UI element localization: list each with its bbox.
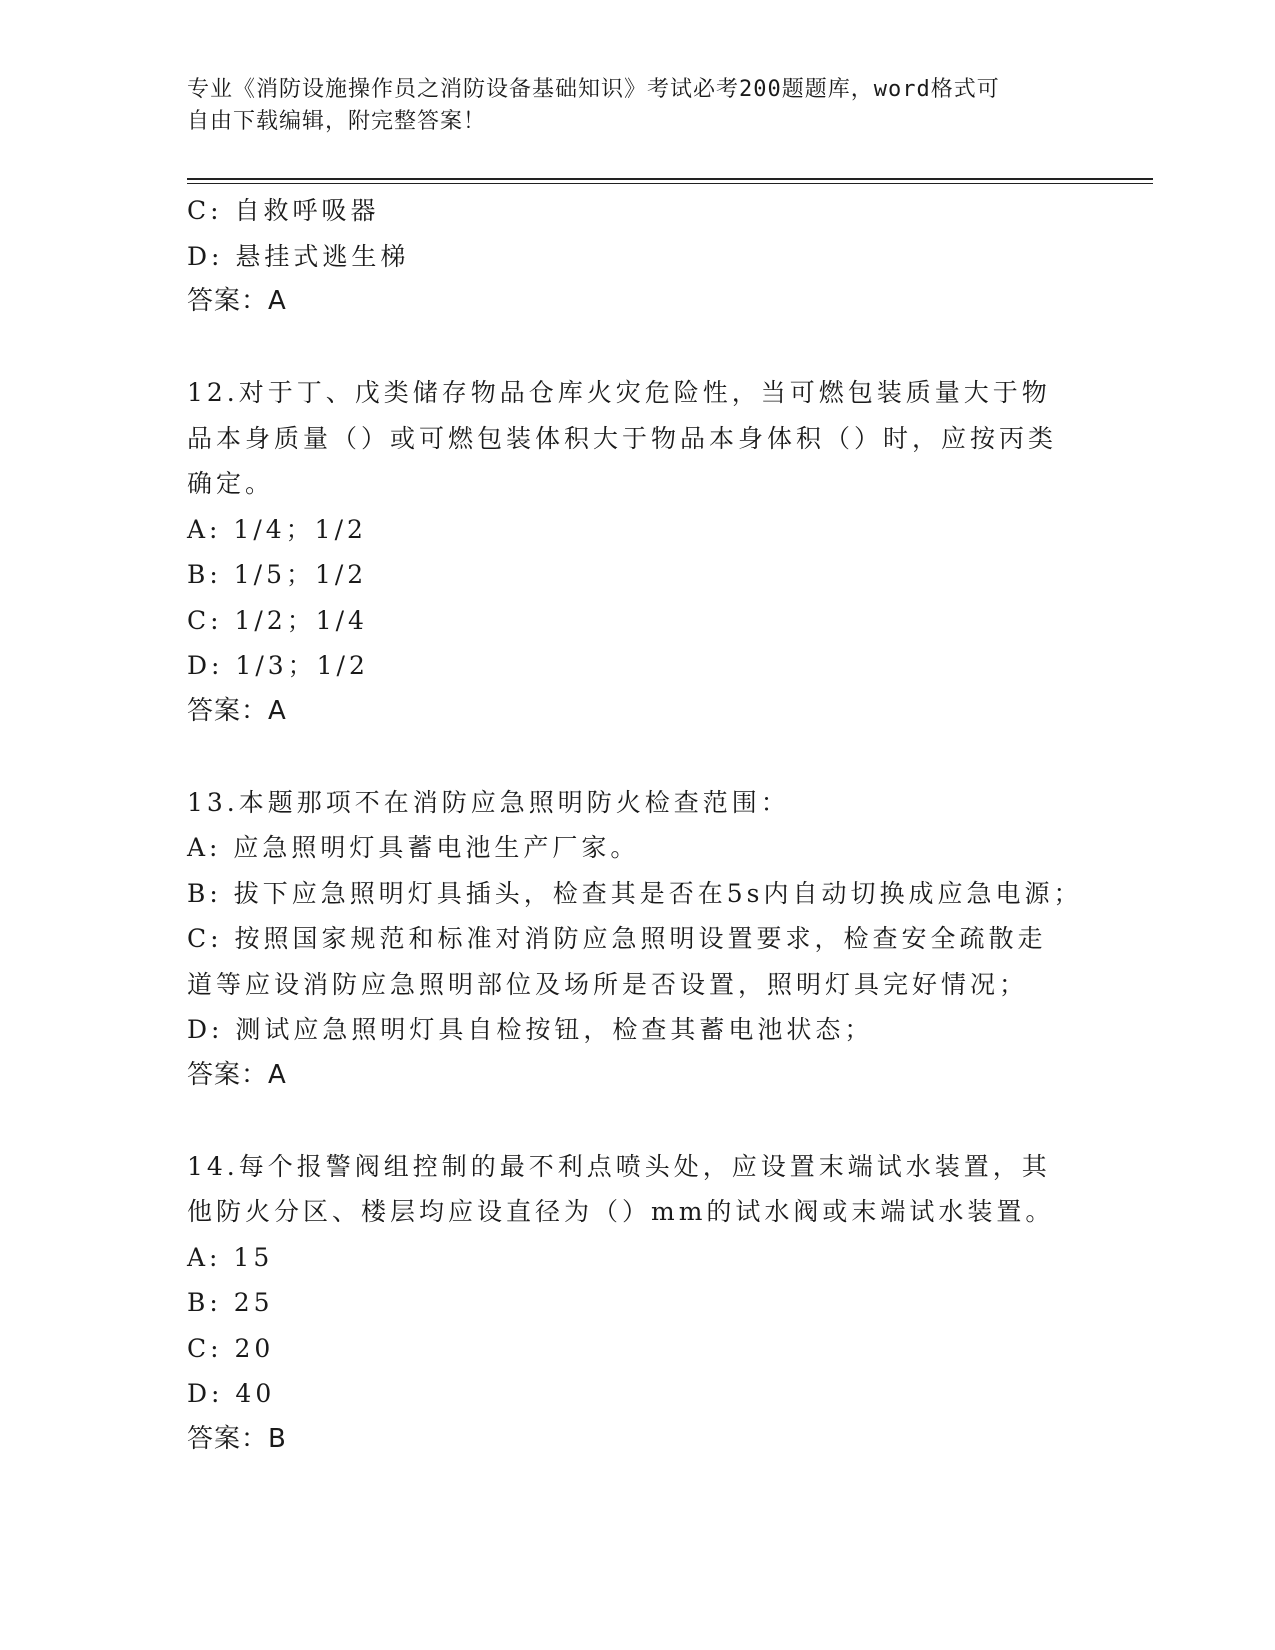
option-a: A: 应急照明灯具蓄电池生产厂家。 [187, 833, 640, 862]
option-c: C: 按照国家规范和标准对消防应急照明设置要求，检查安全疏散走道等应设消防应急照明部位及场所是否设置，照明灯具完好情况； [187, 924, 1047, 999]
header-line-1: 专业《消防设施操作员之消防设备基础知识》考试必考200题题库，word格式可 [187, 77, 1000, 102]
question-text: 14.每个报警阀组控制的最不利点喷头处，应设置末端试水装置，其他防火分区、楼层均应设直径为（）mm的试水阀或末端试水装置。 [187, 1151, 1055, 1226]
option-a: A: 15 [187, 1242, 274, 1272]
answer-line: 答案：A [187, 1059, 287, 1090]
option-b: B: 1/5；1/2 [187, 560, 368, 589]
option-d: D: 悬挂式逃生梯 [187, 241, 410, 271]
answer-line: 答案：B [187, 1423, 287, 1454]
header-line-2: 自由下载编辑，附完整答案！ [187, 109, 487, 134]
option-a: A: 1/4；1/2 [187, 514, 367, 544]
question-13 [187, 780, 1087, 1099]
option-c: C: 1/2；1/4 [187, 605, 368, 635]
answer-line: 答案：A [187, 286, 287, 316]
option-d: D: 测试应急照明灯具自检按钮，检查其蓄电池状态； [187, 1015, 874, 1044]
question-text: 12.对于丁、戊类储存物品仓库火灾危险性，当可燃包装质量大于物品本身质量（）或可燃包装体积大于物品本身体积（）时，应按丙类确定。 [187, 378, 1058, 498]
question-11-tail [187, 188, 1087, 325]
question-text: 13.本题那项不在消防应急照明防火检查范围： [187, 787, 790, 817]
question-14 [187, 1144, 1087, 1463]
spacer [187, 1098, 1087, 1144]
document-body [187, 188, 1087, 1462]
spacer [187, 734, 1087, 780]
document-header [187, 74, 1067, 138]
option-b: B: 拔下应急照明灯具插头，检查其是否在5s内自动切换成应急电源； [187, 878, 1083, 908]
question-12 [187, 370, 1087, 734]
spacer [187, 325, 1087, 371]
option-c: C: 自救呼吸器 [187, 196, 380, 225]
header-divider-thick [187, 178, 1153, 180]
option-b: B: 25 [187, 1288, 274, 1317]
option-c: C: 20 [187, 1333, 275, 1363]
header-divider-thin [187, 183, 1153, 184]
answer-line: 答案：A [187, 695, 287, 726]
option-d: D: 1/3；1/2 [187, 651, 369, 680]
option-d: D: 40 [187, 1379, 276, 1408]
